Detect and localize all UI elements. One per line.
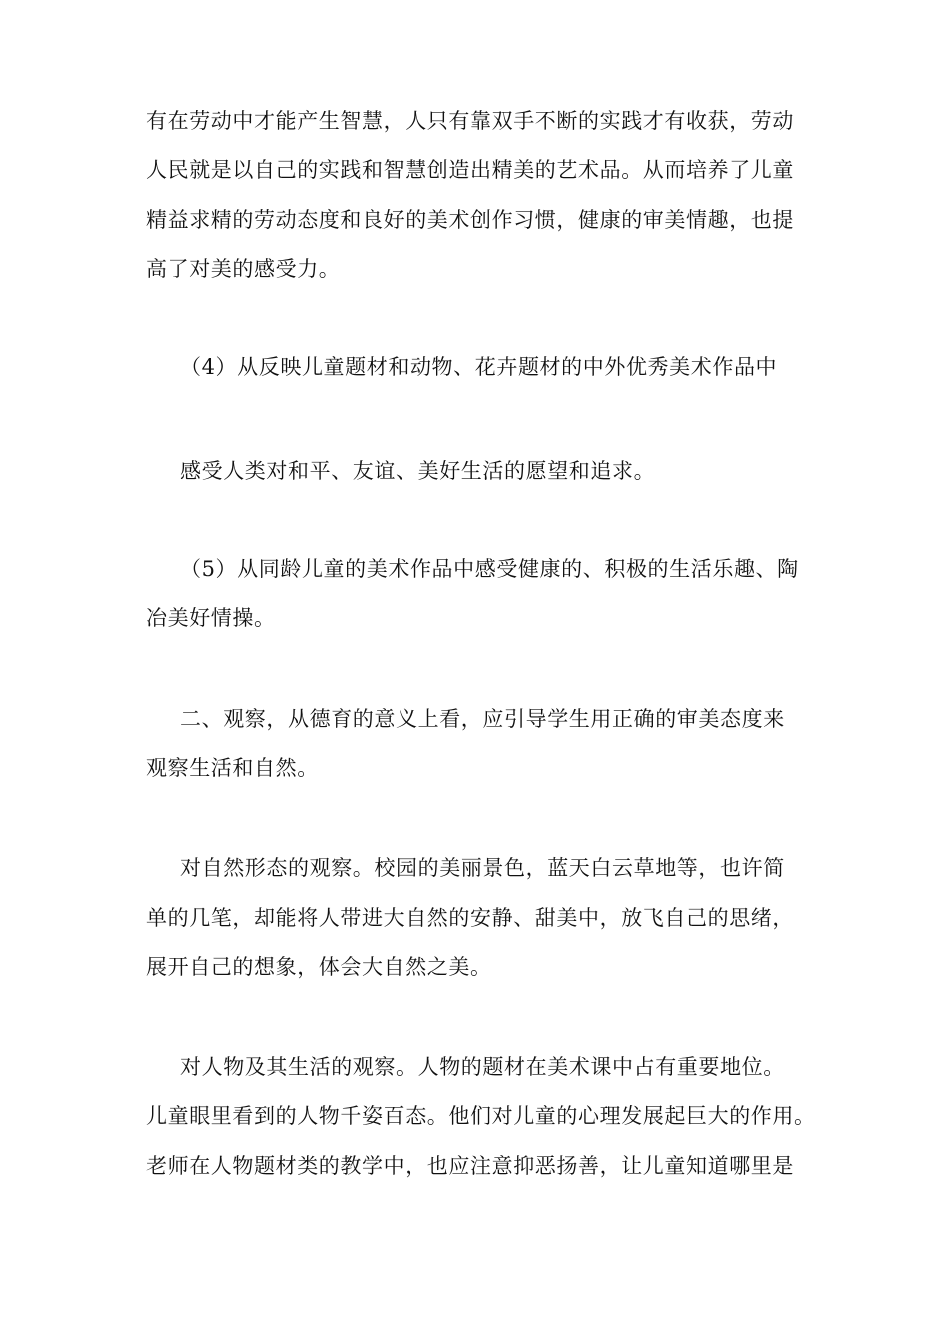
text-line: 单的几笔，却能将人带进大自然的安静、甜美中，放飞自己的思绪， [146,906,794,930]
text-line: 冶美好情操。 [146,606,276,630]
text-line: 对人物及其生活的观察。人物的题材在美术课中占有重要地位。 [180,1055,785,1079]
text-line: 老师在人物题材类的教学中，也应注意抑恶扬善，让儿童知道哪里是 [146,1154,794,1178]
text-line: 人民就是以自己的实践和智慧创造出精美的艺术品。从而培养了儿童 [146,158,794,182]
text-line: （5）从同龄儿童的美术作品中感受健康的、积极的生活乐趣、陶 [180,557,799,581]
text-line: 精益求精的劳动态度和良好的美术创作习惯，健康的审美情趣，也提 [146,208,794,232]
text-line: 儿童眼里看到的人物千姿百态。他们对儿童的心理发展起巨大的作用。 [146,1104,816,1128]
text-line: 有在劳动中才能产生智慧，人只有靠双手不断的实践才有收获，劳动 [146,109,794,133]
text-line: 感受人类对和平、友谊、美好生活的愿望和追求。 [180,459,656,483]
text-line: 观察生活和自然。 [146,756,319,780]
text-line: （4）从反映儿童题材和动物、花卉题材的中外优秀美术作品中 [180,355,778,379]
text-line: 高了对美的感受力。 [146,257,341,281]
text-line: 二、观察，从德育的意义上看，应引导学生用正确的审美态度来 [180,707,785,731]
text-line: 展开自己的想象，体会大自然之美。 [146,955,492,979]
text-line: 对自然形态的观察。校园的美丽景色，蓝天白云草地等，也许简 [180,856,785,880]
